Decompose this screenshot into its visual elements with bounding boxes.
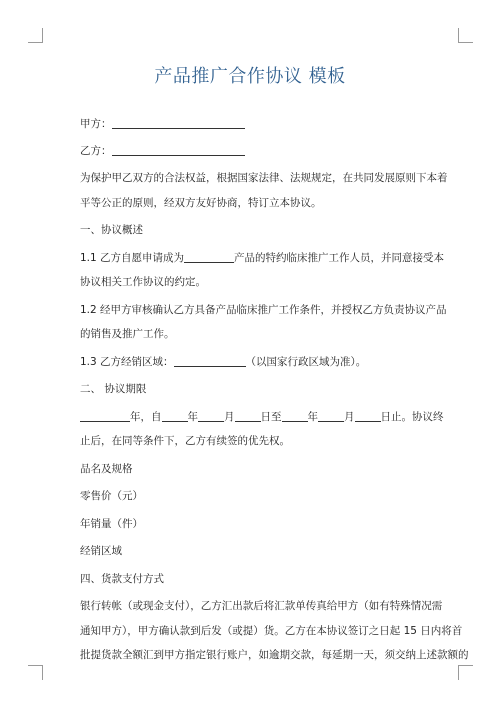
clause-1-1-prefix: 1.1 乙方自愿申请成为	[80, 251, 185, 264]
start-year-text: 年	[187, 410, 198, 423]
end-month-blank[interactable]	[318, 409, 344, 422]
end-year-text: 年	[307, 410, 318, 423]
payment-line-3: 批提货款全额汇到甲方指定银行账户，如逾期交款，每延期一天，须交纳上述款额的	[80, 649, 469, 661]
corner-mark-top-left	[28, 28, 43, 43]
end-year-blank[interactable]	[282, 409, 308, 422]
party-a-line	[80, 112, 440, 137]
party-a-blank[interactable]	[112, 116, 245, 129]
corner-mark-bottom-left	[28, 665, 43, 680]
clause-1-3-prefix: 1.3 乙方经销区域：	[80, 355, 174, 368]
clause-1-3-line	[80, 350, 440, 375]
corner-mark-top-right	[458, 28, 473, 43]
document-title: 产品推广合作协议 模板	[154, 66, 346, 87]
clause-1-1-suffix: 产品的特约临床推广工作人员，并同意接受本	[234, 251, 445, 264]
clause-1-1-line-2: 协议相关工作协议的约定。	[80, 276, 206, 288]
period-line-2: 止后，在同等条件下，乙方有续签的优先权。	[80, 435, 290, 447]
payment-line-2: 通知甲方），甲方确认款到后发（或提）货。乙方在本协议签订之日起 15 日内将首	[80, 624, 463, 637]
table-row-sales-region: 经销区域	[80, 545, 122, 557]
corner-mark-bottom-right	[458, 665, 473, 680]
start-month-text: 月	[224, 410, 235, 423]
period-line-1	[80, 405, 444, 430]
party-b-line	[80, 139, 440, 164]
table-row-retail-price: 零售价（元）	[80, 490, 143, 502]
party-a-label: 甲方：	[80, 118, 112, 130]
end-day-blank[interactable]	[355, 409, 381, 422]
document-body	[80, 112, 469, 668]
party-b-blank[interactable]	[112, 143, 245, 156]
clause-1-1-line-1	[80, 246, 445, 271]
clause-1-2-line-2: 的销售及推广工作。	[80, 328, 175, 340]
clause-1-3-suffix: （以国家行政区域为准）。	[245, 355, 367, 368]
section2-heading: 二、 协议期限	[80, 383, 147, 395]
section1-heading: 一、协议概述	[80, 224, 143, 236]
table-row-annual-sales: 年销量（件）	[80, 517, 143, 530]
preamble-line-1: 为保护甲乙双方的合法权益，根据国家法律、法规规定，在共同发展原则下本着	[80, 172, 448, 184]
start-day-blank[interactable]	[235, 409, 261, 422]
period-years-blank[interactable]	[80, 409, 130, 422]
start-year-blank[interactable]	[162, 409, 188, 422]
table-row-product: 品名及规格	[80, 462, 133, 475]
payment-line-1: 银行转帐（或现金支付），乙方汇出款后将汇款单传真给甲方（如有特殊情况需	[80, 600, 443, 612]
preamble-line-2: 平等公正的原则，经双方友好协商，特订立本协议。	[80, 196, 322, 209]
end-day-text: 日止。协议终	[380, 410, 444, 423]
sales-region-blank[interactable]	[174, 354, 246, 367]
party-b-label: 乙方：	[80, 144, 112, 157]
period-year-text: 年，自	[130, 410, 162, 423]
clause-1-2-line-1: 1.2 经甲方审核确认乙方具备产品临床推广工作条件，并授权乙方负责协议产品	[80, 303, 447, 316]
section4-heading: 四、货款支付方式	[80, 572, 164, 585]
start-month-blank[interactable]	[198, 409, 224, 422]
product-name-blank[interactable]	[184, 250, 234, 263]
end-month-text: 月	[344, 410, 355, 423]
start-day-text: 日至	[260, 410, 282, 423]
